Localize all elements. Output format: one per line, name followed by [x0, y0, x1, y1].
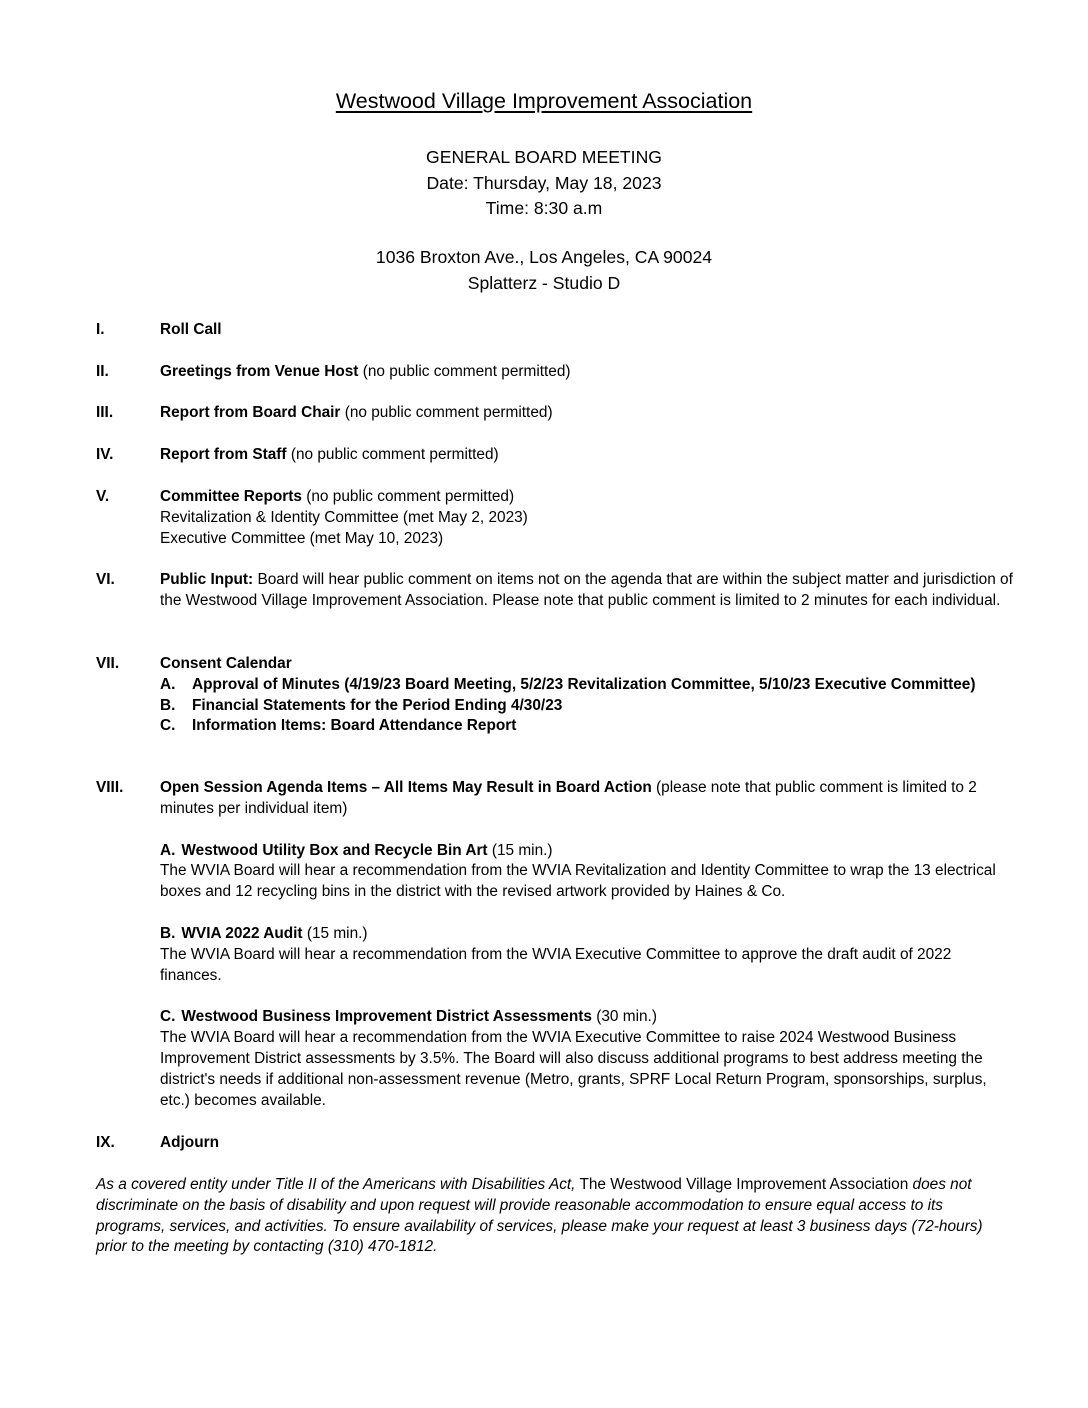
agenda-item-title: Greetings from Venue Host [160, 363, 359, 380]
agenda-item-chair-report [96, 403, 1016, 424]
agenda-item-title: Open Session Agenda Items – All Items May Result in Board Action [160, 779, 652, 796]
agenda-item-note: (no public comment permitted) [286, 446, 499, 463]
ada-notice [96, 1175, 1012, 1258]
consent-items [160, 675, 1016, 737]
consent-item-text: Financial Statements for the Period Ending 4/30/23 [192, 696, 563, 714]
consent-item-text: Information Items: Board Attendance Report [192, 717, 517, 735]
agenda-item-title: Committee Reports [160, 488, 302, 505]
consent-item [160, 696, 1016, 717]
agenda-item-number: II. [96, 363, 109, 380]
agenda-item-greetings [96, 362, 1016, 383]
agenda-item-roll-call [96, 320, 1016, 341]
open-session-item-text: The WVIA Board will hear a recommendation from the WVIA Executive Committee to approve the draft audit of 2022 finances. [160, 945, 952, 984]
open-session-item-title: Westwood Utility Box and Recycle Bin Art [181, 841, 488, 859]
meeting-time: Time: 8:30 a.m [485, 198, 603, 218]
agenda-item-title: Roll Call [160, 321, 222, 338]
open-session-item-letter: B. [160, 924, 176, 942]
open-session-item-text: The WVIA Board will hear a recommendation from the WVIA Executive Committee to raise 2024 Westwood Business Improvement District assessments by 3.5%. The Board will also discuss additional programs to best address meeting the district's needs if additional non-assessment revenue (Metro, grants, SPRF Local Return Program, sponsorships, surplus, etc.) becomes available. [160, 1029, 987, 1109]
meeting-date: Date: Thursday, May 18, 2023 [426, 172, 662, 193]
agenda-item-number: IX. [96, 1134, 115, 1151]
agenda-item-title: Adjourn [160, 1134, 219, 1151]
ada-notice-part: does not discriminate on the basis of disability and upon request will provide reasonable accommodation to ensure equal access to its programs, services, and activities. To ensure availability of services, please make your request at least 3 business days (72-hours) prior to the meeting by contacting (310) 470-1812. [96, 1176, 983, 1256]
open-session-item-duration: (15 min.) [302, 924, 368, 942]
open-session-item-title: WVIA 2022 Audit [181, 924, 303, 942]
committee-line: Executive Committee (met May 10, 2023) [160, 529, 444, 547]
agenda-item-adjourn [96, 1133, 1016, 1154]
consent-item [160, 675, 1016, 696]
consent-item-letter: C. [160, 717, 176, 735]
agenda-item-text: Board will hear public comment on items not on the agenda that are within the subject matter and jurisdiction of the Westwood Village Improvement Association. Please note that public comment is limited to 2 minutes for each individual. [160, 571, 1013, 609]
agenda-item-title: Report from Staff [160, 446, 287, 463]
open-session-item-text: The WVIA Board will hear a recommendation from the WVIA Revitalization and Identity Committee to wrap the 13 electrical boxes and 12 recycling bins in the district with the revised artwork provided by Haines & Co. [160, 862, 996, 901]
agenda-item-note: (please note that public comment is limited to 2 minutes per individual item) [160, 779, 977, 817]
open-session-item [160, 924, 1016, 986]
agenda-item-public-input [96, 570, 1016, 612]
meeting-title: GENERAL BOARD MEETING [426, 147, 662, 167]
agenda-item-number: I. [96, 321, 105, 338]
consent-item-letter: A. [160, 675, 176, 693]
open-session-item [160, 1007, 1016, 1111]
agenda-item-note: (no public comment permitted) [358, 363, 571, 380]
meeting-address: 1036 Broxton Ave., Los Angeles, CA 90024 [375, 247, 713, 267]
ada-notice-part: As a covered entity under Title II of the Americans with Disabilities Act, [96, 1176, 576, 1193]
agenda-item-number: VII. [96, 655, 120, 672]
agenda-item-number: VI. [96, 571, 115, 588]
agenda-item-title: Report from Board Chair [160, 404, 341, 421]
org-title: Westwood Village Improvement Association [335, 89, 753, 113]
agenda-item-title: Consent Calendar [160, 655, 292, 672]
agenda-item-number: V. [96, 488, 110, 505]
open-session-item-duration: (30 min.) [591, 1008, 657, 1026]
open-session-item-letter: A. [160, 841, 176, 859]
consent-item-letter: B. [160, 696, 176, 714]
meeting-location [0, 245, 1088, 296]
open-session-item [160, 841, 1016, 903]
agenda-item-note: (no public comment permitted) [301, 488, 515, 505]
consent-item [160, 716, 1016, 737]
agenda-item-consent-calendar [96, 654, 1016, 737]
agenda-item-title: Public Input: [160, 571, 254, 588]
meeting-venue: Splatterz - Studio D [467, 272, 621, 293]
open-session-item-duration: (15 min.) [487, 841, 553, 859]
agenda-item-committee-reports [96, 487, 1016, 549]
agenda-item-number: VIII. [96, 779, 124, 796]
open-session-item-letter: C. [160, 1008, 176, 1026]
consent-item-text: Approval of Minutes (4/19/23 Board Meeting, 5/2/23 Revitalization Committee, 5/10/23 Executive Committee) [192, 675, 976, 693]
agenda-item-number: IV. [96, 446, 114, 463]
meeting-info [0, 145, 1088, 222]
open-session-item-title: Westwood Business Improvement District Assessments [181, 1008, 592, 1026]
agenda-item-staff-report [96, 445, 1016, 466]
agenda-item-note: (no public comment permitted) [340, 404, 553, 421]
committee-line: Revitalization & Identity Committee (met May 2, 2023) [160, 508, 528, 526]
agenda-item-number: III. [96, 404, 114, 421]
agenda-item-open-session [96, 778, 1016, 1111]
ada-notice-part: The Westwood Village Improvement Association [575, 1176, 913, 1193]
